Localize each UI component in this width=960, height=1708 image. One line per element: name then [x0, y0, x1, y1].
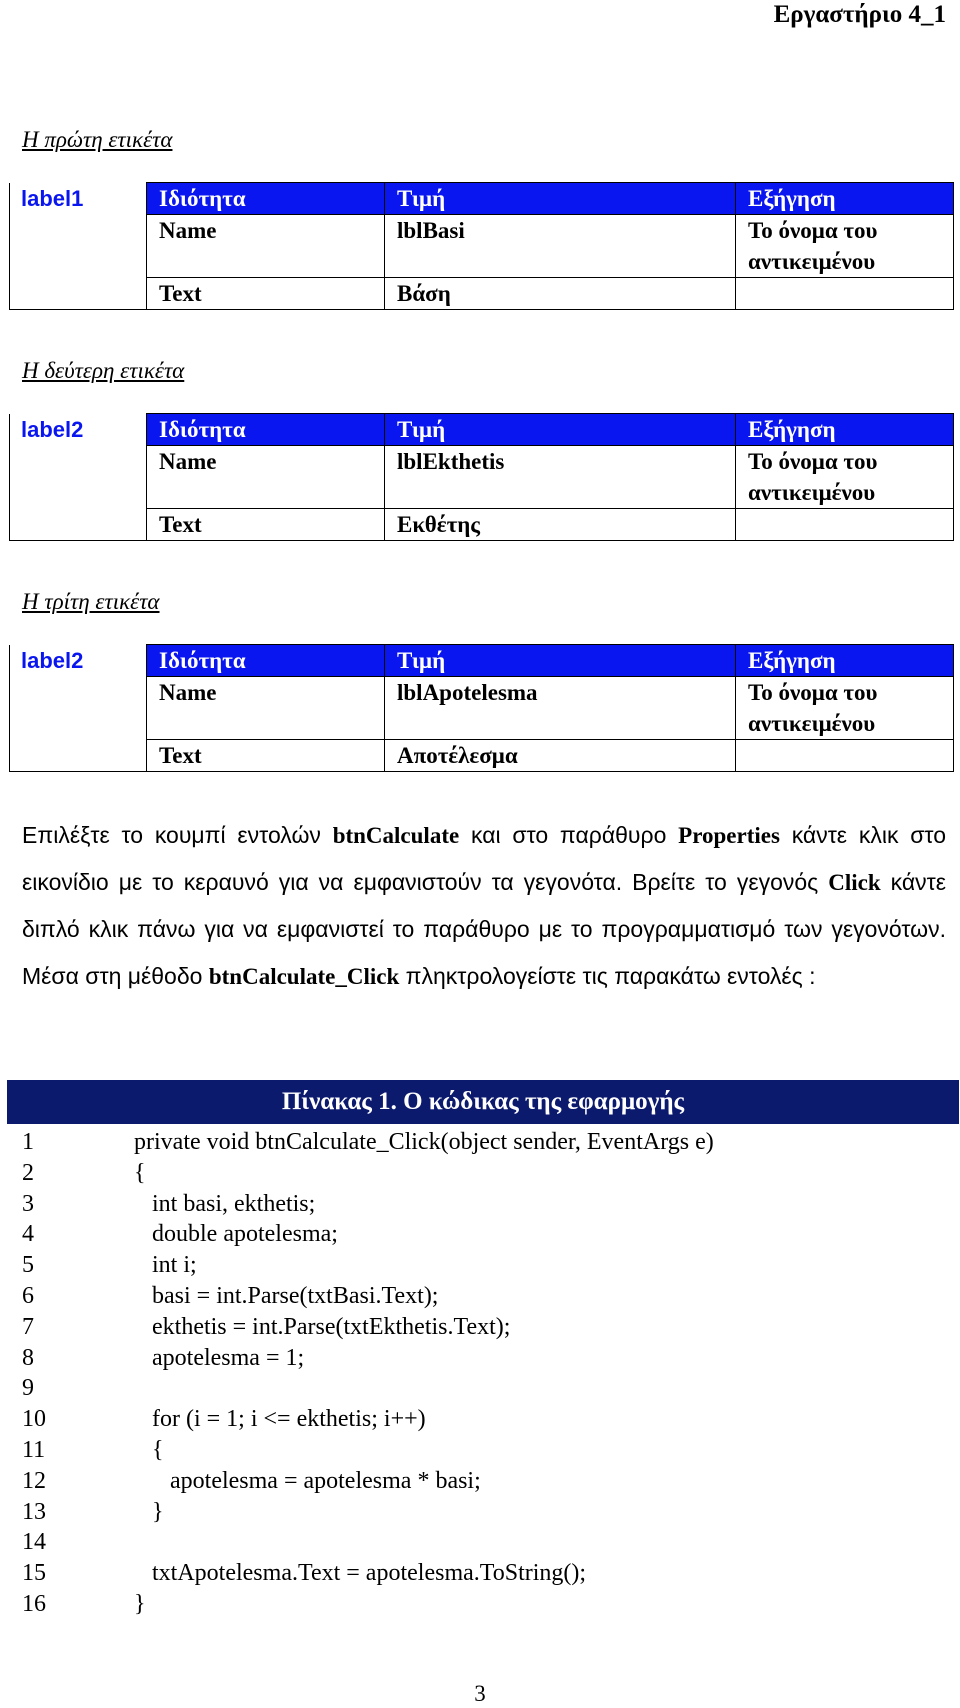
property-name: Text: [147, 740, 385, 772]
header-explanation: Εξήγηση: [736, 414, 954, 446]
header-property: Ιδιότητα: [147, 183, 385, 215]
instruction-text: και στο παράθυρο: [459, 822, 679, 848]
section-title-second-label: Η δεύτερη ετικέτα: [22, 358, 185, 383]
instruction-keyword: btnCalculate_Click: [208, 964, 400, 989]
properties-table-label1: [9, 182, 954, 310]
instruction-text: πληκτρολογείστε τις παρακάτω εντολές :: [399, 963, 816, 989]
property-value: Εκθέτης: [385, 509, 736, 541]
property-name: Text: [147, 278, 385, 310]
code-line: [22, 1466, 942, 1497]
code-line-number: 1: [22, 1129, 34, 1155]
code-line-text: }: [134, 1498, 164, 1525]
code-line-text: ekthetis = int.Parse(txtEkthetis.Text);: [134, 1313, 511, 1340]
code-line: [22, 1343, 942, 1374]
code-line: [22, 1158, 942, 1189]
property-explanation: [736, 278, 954, 310]
property-value: Βάση: [385, 278, 736, 310]
code-line: [22, 1250, 942, 1281]
code-line-number: 9: [22, 1375, 34, 1402]
code-line-number: 7: [22, 1313, 34, 1340]
code-line-text: private void btnCalculate_Click(object sender, EventArgs e): [134, 1129, 714, 1155]
property-explanation: Το όνομα του αντικειμένου: [736, 677, 954, 740]
header-property: Ιδιότητα: [147, 645, 385, 677]
code-line-number: 3: [22, 1190, 34, 1217]
code-listing: [22, 1127, 942, 1620]
code-line-text: for (i = 1; i <= ekthetis; i++): [134, 1406, 426, 1433]
code-line: [22, 1404, 942, 1435]
code-line-text: double apotelesma;: [134, 1221, 338, 1248]
instruction-text: κάντε κλικ στο εικονίδιο με το κεραυνό για να εμφανιστούν τα γεγονότα. Βρείτε το γεγονός: [22, 822, 946, 895]
table-row: [10, 278, 954, 310]
instruction-keyword: btnCalculate: [332, 823, 460, 848]
object-label: label2: [10, 414, 147, 446]
property-value: lblBasi: [385, 215, 736, 278]
code-line-text: [134, 1527, 942, 1558]
page-number: 3: [474, 1681, 486, 1706]
code-line-number: 10: [22, 1406, 46, 1433]
code-line-number: 2: [22, 1159, 34, 1186]
header-value: Τιμή: [385, 414, 736, 446]
instruction-keyword: Click: [828, 870, 881, 895]
code-line-number: 15: [22, 1560, 46, 1587]
instruction-keyword: Properties: [678, 823, 780, 848]
code-table-caption: Πίνακας 1. Ο κώδικας της εφαρμογής: [7, 1080, 959, 1124]
property-value: Αποτέλεσμα: [385, 740, 736, 772]
code-line: [22, 1558, 942, 1589]
code-line-text: {: [134, 1159, 146, 1186]
properties-table-label3: [9, 644, 954, 772]
instruction-text: Επιλέξτε το κουμπί εντολών: [22, 822, 333, 848]
table-row: [10, 215, 954, 278]
property-value: lblEkthetis: [385, 446, 736, 509]
code-line: [22, 1435, 942, 1466]
code-line-text: basi = int.Parse(txtBasi.Text);: [134, 1282, 439, 1309]
property-value: lblApotelesma: [385, 677, 736, 740]
code-line-text: int i;: [134, 1252, 197, 1279]
code-line-text: txtApotelesma.Text = apotelesma.ToString();: [134, 1560, 587, 1587]
table-header-row: [10, 645, 954, 677]
code-line-number: 6: [22, 1282, 34, 1309]
table-row: [10, 446, 954, 509]
code-line: [22, 1589, 942, 1620]
instructions-paragraph: [22, 812, 946, 1000]
header-value: Τιμή: [385, 183, 736, 215]
code-line: [22, 1527, 942, 1558]
code-line: [22, 1127, 942, 1158]
property-explanation: [736, 740, 954, 772]
code-line: [22, 1497, 942, 1528]
property-explanation: [736, 509, 954, 541]
header-property: Ιδιότητα: [147, 414, 385, 446]
code-line-number: 5: [22, 1252, 34, 1279]
code-line-number: 11: [22, 1436, 46, 1463]
code-line-number: 13: [22, 1498, 46, 1525]
code-line: [22, 1189, 942, 1220]
code-line: [22, 1281, 942, 1312]
property-name: Text: [147, 509, 385, 541]
header-explanation: Εξήγηση: [736, 645, 954, 677]
instruction-text: κάντε διπλό κλικ πάνω για να εμφανιστεί το παράθυρο με το προγραμματισμό των γεγονότων. Μέσα στη μέθοδο: [22, 869, 946, 989]
code-line-number: 8: [22, 1344, 34, 1371]
table-row: [10, 677, 954, 740]
code-line: [22, 1219, 942, 1250]
code-line: [22, 1373, 942, 1404]
code-line-number: 12: [22, 1467, 46, 1494]
table-header-row: [10, 183, 954, 215]
code-line-number: 14: [22, 1529, 46, 1556]
code-line-text: apotelesma = 1;: [134, 1344, 305, 1371]
code-line-text: [134, 1373, 942, 1404]
section-title-first-label: Η πρώτη ετικέτα: [22, 127, 173, 152]
table-row: [10, 740, 954, 772]
header-value: Τιμή: [385, 645, 736, 677]
property-name: Name: [147, 215, 385, 278]
table-row: [10, 509, 954, 541]
property-explanation: Το όνομα του αντικειμένου: [736, 215, 954, 278]
object-label: label1: [10, 183, 147, 215]
table-header-row: [10, 414, 954, 446]
code-line-text: {: [134, 1436, 164, 1463]
code-line-number: 4: [22, 1221, 34, 1248]
code-line-text: apotelesma = apotelesma * basi;: [134, 1467, 481, 1494]
object-label: label2: [10, 645, 147, 677]
properties-table-label2: [9, 413, 954, 541]
property-name: Name: [147, 677, 385, 740]
code-line-number: 16: [22, 1590, 46, 1617]
code-line-text: int basi, ekthetis;: [134, 1190, 316, 1217]
code-line-text: }: [134, 1590, 146, 1617]
property-name: Name: [147, 446, 385, 509]
property-explanation: Το όνομα του αντικειμένου: [736, 446, 954, 509]
code-line: [22, 1312, 942, 1343]
section-title-third-label: Η τρίτη ετικέτα: [22, 589, 160, 614]
page-header-title: Εργαστήριο 4_1: [773, 1, 946, 28]
header-explanation: Εξήγηση: [736, 183, 954, 215]
